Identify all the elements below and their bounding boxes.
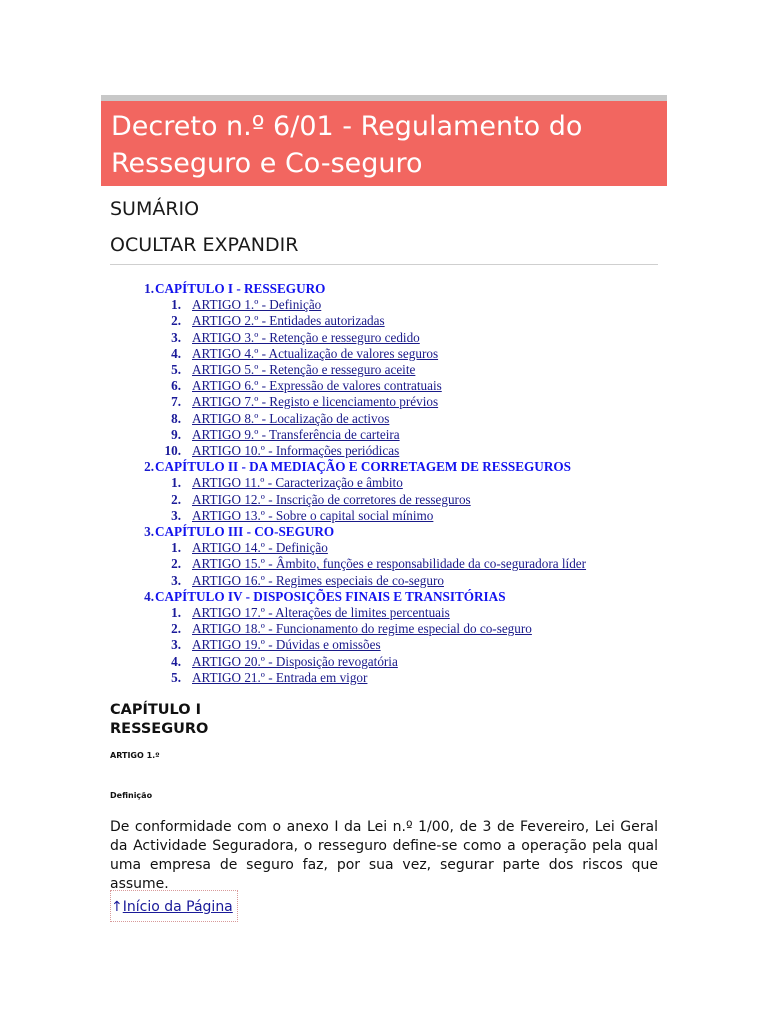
toc-article <box>130 394 690 410</box>
toc-chapter-number: 1. <box>144 281 154 296</box>
article-subtitle: Definição <box>110 791 153 800</box>
toc-chapter-link[interactable]: CAPÍTULO I - RESSEGURO <box>155 281 326 296</box>
toc-article-link[interactable]: ARTIGO 15.º - Âmbito, funções e responsabilidade da co-seguradora líder <box>192 556 587 572</box>
toc-article-number: 3. <box>171 572 181 588</box>
toc-article <box>130 654 690 670</box>
toc-chapter[interactable] <box>130 524 690 540</box>
toc-article-number: 3. <box>171 637 181 653</box>
page-title: Decreto n.º 6/01 - Regulamento do Resseguro e Co-seguro <box>111 111 583 179</box>
toc-article <box>130 411 690 427</box>
toc-chapter[interactable] <box>130 281 690 297</box>
toc-article <box>130 378 690 394</box>
toc-article <box>130 508 690 524</box>
toc-article-link[interactable]: ARTIGO 2.º - Entidades autorizadas <box>192 313 385 329</box>
toc-article <box>130 621 690 637</box>
toc-article <box>130 297 690 313</box>
toc-article-link[interactable]: ARTIGO 9.º - Transferência de carteira <box>192 426 400 442</box>
toc-article-number: 1. <box>171 475 181 491</box>
toc-article-number: 4. <box>171 653 181 669</box>
toc-article-link[interactable]: ARTIGO 7.º - Registo e licenciamento prévios <box>192 394 439 410</box>
toc-article-number: 1. <box>171 540 181 556</box>
toc-article-link[interactable]: ARTIGO 17.º - Alterações de limites percentuais <box>192 605 450 621</box>
toc-chapter-link[interactable]: CAPÍTULO III - CO-SEGURO <box>155 524 335 540</box>
up-arrow-icon: ↑ <box>111 899 123 915</box>
hide-toc-button[interactable]: OCULTAR <box>110 234 197 256</box>
toc-article-link[interactable]: ARTIGO 5.º - Retenção e resseguro aceite <box>192 362 416 378</box>
toc-article-link[interactable]: ARTIGO 4.º - Actualização de valores seguros <box>192 345 439 361</box>
chapter-number: CAPÍTULO I <box>110 702 202 718</box>
toc-article-number: 7. <box>171 394 181 410</box>
summary-heading: SUMÁRIO <box>110 198 200 220</box>
toc-chapter-link[interactable]: CAPÍTULO IV - DISPOSIÇÕES FINAIS E TRANSITÓRIAS <box>155 588 506 604</box>
toc-article-link[interactable]: ARTIGO 1.º - Definição <box>192 297 322 313</box>
toc-article <box>130 540 690 556</box>
toc-article-number: 9. <box>171 426 181 442</box>
toc-article <box>130 573 690 589</box>
toc-article-link[interactable]: ARTIGO 21.º - Entrada em vigor <box>192 669 368 685</box>
toc-article <box>130 605 690 621</box>
toc-article-number: 1. <box>171 297 181 313</box>
toc-article-number: 3. <box>171 329 181 345</box>
toc-article-number: 5. <box>171 362 181 378</box>
toc-article-link[interactable]: ARTIGO 18.º - Funcionamento do regime especial do co-seguro <box>192 621 532 637</box>
toc-article-link[interactable]: ARTIGO 3.º - Retenção e resseguro cedido <box>192 329 420 345</box>
toc-article <box>130 475 690 491</box>
toc-article-link[interactable]: ARTIGO 12.º - Inscrição de corretores de resseguros <box>192 491 471 507</box>
toc-article <box>130 346 690 362</box>
toc-article-link[interactable]: ARTIGO 16.º - Regimes especiais de co-seguro <box>192 572 444 588</box>
toc-article <box>130 492 690 508</box>
toc-article-number: 10. <box>164 443 181 459</box>
toc-article <box>130 670 690 686</box>
toc-article-number: 2. <box>171 556 181 572</box>
toc-article-number: 5. <box>171 669 181 685</box>
expand-toc-button[interactable]: EXPANDIR <box>202 234 299 256</box>
toc-article-number: 6. <box>171 378 181 394</box>
toc-article-number: 2. <box>171 621 181 637</box>
toc-article-number: 1. <box>171 605 181 621</box>
toc-article-link[interactable]: ARTIGO 20.º - Disposição revogatória <box>192 653 398 669</box>
chapter-heading <box>110 701 208 739</box>
toc-chapter[interactable] <box>130 589 690 605</box>
toc-toggle <box>110 234 298 256</box>
table-of-contents <box>130 281 690 686</box>
back-to-top-link[interactable] <box>110 890 238 922</box>
toc-article <box>130 443 690 459</box>
chapter-title: RESSEGURO <box>110 721 209 737</box>
title-banner <box>101 101 667 186</box>
toc-article <box>130 330 690 346</box>
toc-chapter[interactable] <box>130 459 690 475</box>
toc-article-number: 3. <box>171 507 181 523</box>
toc-article <box>130 556 690 572</box>
toc-article-number: 2. <box>171 313 181 329</box>
toc-chapter-number: 3. <box>144 524 154 540</box>
toc-article-link[interactable]: ARTIGO 19.º - Dúvidas e omissões <box>192 637 381 653</box>
toc-article-number: 4. <box>171 345 181 361</box>
toc-article-link[interactable]: ARTIGO 11.º - Caracterização e âmbito <box>192 475 403 491</box>
toc-article <box>130 362 690 378</box>
toc-chapter-number: 2. <box>144 459 154 475</box>
divider <box>110 264 658 265</box>
back-to-top-label: Início da Página <box>122 899 233 915</box>
toc-article-link[interactable]: ARTIGO 14.º - Definição <box>192 540 328 556</box>
article-body: De conformidade com o anexo I da Lei n.º 1/00, de 3 de Fevereiro, Lei Geral da Actividade Seguradora, o resseguro define-se como a operação pela qual uma empresa de seguro faz, por sua vez, segurar parte dos riscos que assume. <box>110 819 658 892</box>
toc-article-number: 8. <box>171 410 181 426</box>
toc-article <box>130 427 690 443</box>
toc-chapter-link[interactable]: CAPÍTULO II - DA MEDIAÇÃO E CORRETAGEM DE RESSEGUROS <box>155 459 571 475</box>
toc-article-link[interactable]: ARTIGO 8.º - Localização de activos <box>192 410 390 426</box>
toc-article-number: 2. <box>171 491 181 507</box>
toc-article <box>130 637 690 653</box>
toc-article <box>130 313 690 329</box>
article-label: ARTIGO 1.º <box>110 751 160 760</box>
toc-article-link[interactable]: ARTIGO 6.º - Expressão de valores contratuais <box>192 378 442 394</box>
toc-article-link[interactable]: ARTIGO 13.º - Sobre o capital social mínimo <box>192 507 434 523</box>
toc-chapter-number: 4. <box>144 588 154 604</box>
toc-article-link[interactable]: ARTIGO 10.º - Informações periódicas <box>192 443 400 459</box>
